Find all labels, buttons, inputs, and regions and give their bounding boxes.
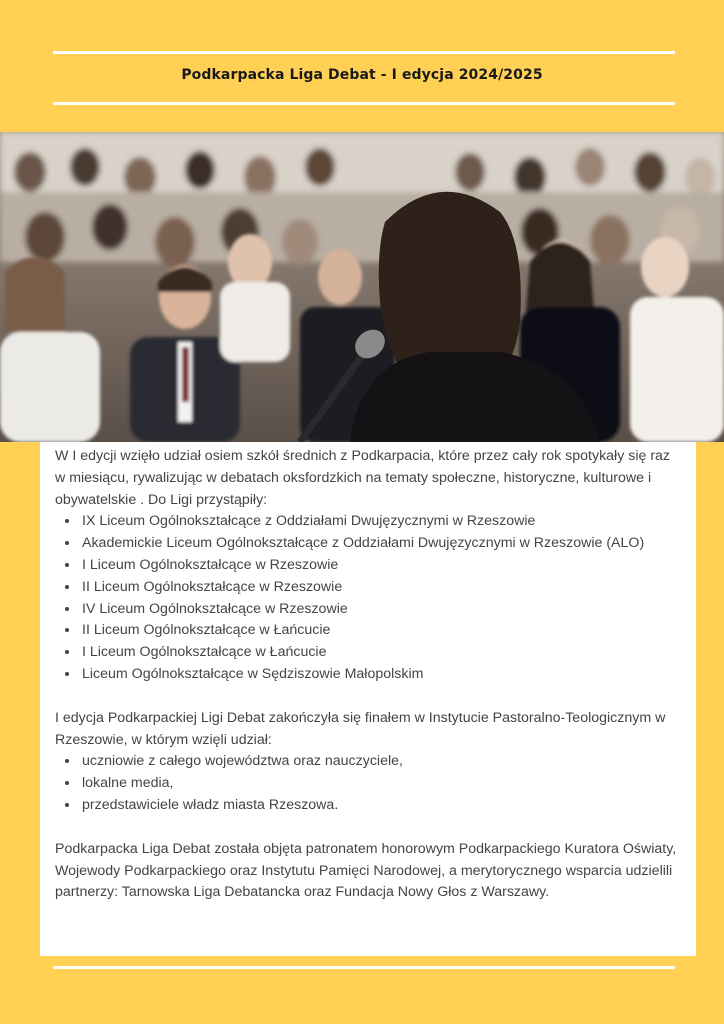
list-item: • Liceum Ogólnokształcące w Sędziszowie Małopolskim (80, 664, 682, 686)
title-divider (53, 102, 675, 105)
debate-photo-illustration (0, 132, 724, 442)
schools-list (55, 511, 682, 685)
list-item: • II Liceum Ogólnokształcące w Rzeszowie (80, 577, 682, 599)
list-item: • lokalne media, (80, 773, 682, 795)
page-title: Podkarpacka Liga Debat - I edycja 2024/2025 (181, 67, 543, 83)
list-item: • IV Liceum Ogólnokształcące w Rzeszowie (80, 599, 682, 621)
top-divider (53, 51, 675, 54)
intro-paragraph: W I edycji wzięło udział osiem szkół średnich z Podkarpacia, które przez cały rok spotykały się raz w miesiącu, rywalizując w debatach oksfordzkich na tematy społeczne, historyczne, kulturowe i obywatelskie . Do Ligi przystąpiły: (55, 448, 671, 508)
content-panel (40, 442, 696, 956)
list-item: • Akademickie Liceum Ogólnokształcące z Oddziałami Dwujęzycznymi w Rzeszowie (ALO) (80, 533, 682, 555)
debate-photo (0, 132, 724, 442)
spacer (55, 817, 682, 839)
list-item: • przedstawiciele władz miasta Rzeszowa. (80, 795, 682, 817)
audience-back-rows (0, 132, 724, 267)
bottom-divider (53, 966, 675, 969)
list-item: • I Liceum Ogólnokształcące w Rzeszowie (80, 555, 682, 577)
participants-list (55, 751, 682, 816)
list-item: • I Liceum Ogólnokształcące w Łańcucie (80, 642, 682, 664)
closing-paragraph: Podkarpacka Liga Debat została objęta patronatem honorowym Podkarpackiego Kuratora Oświaty, Wojewody Podkarpackiego oraz Instytutu Pamięci Narodowej, a merytorycznego wsparcia udzielili partnerzy: Tarnowska Liga Debatancka oraz Fundacja Nowy Głos z Warszawy. (55, 840, 677, 901)
list-item: • II Liceum Ogólnokształcące w Łańcucie (80, 620, 682, 642)
spacer (55, 686, 682, 708)
list-item: • uczniowie z całego województwa oraz nauczyciele, (80, 751, 682, 773)
list-item: • IX Liceum Ogólnokształcące z Oddziałami Dwujęzycznymi w Rzeszowie (80, 511, 682, 533)
final-paragraph: I edycja Podkarpackiej Ligi Debat zakończyła się finałem w Instytucie Pastoralno-Teologicznym w Rzeszowie, w którym wzięli udział: (55, 709, 666, 748)
